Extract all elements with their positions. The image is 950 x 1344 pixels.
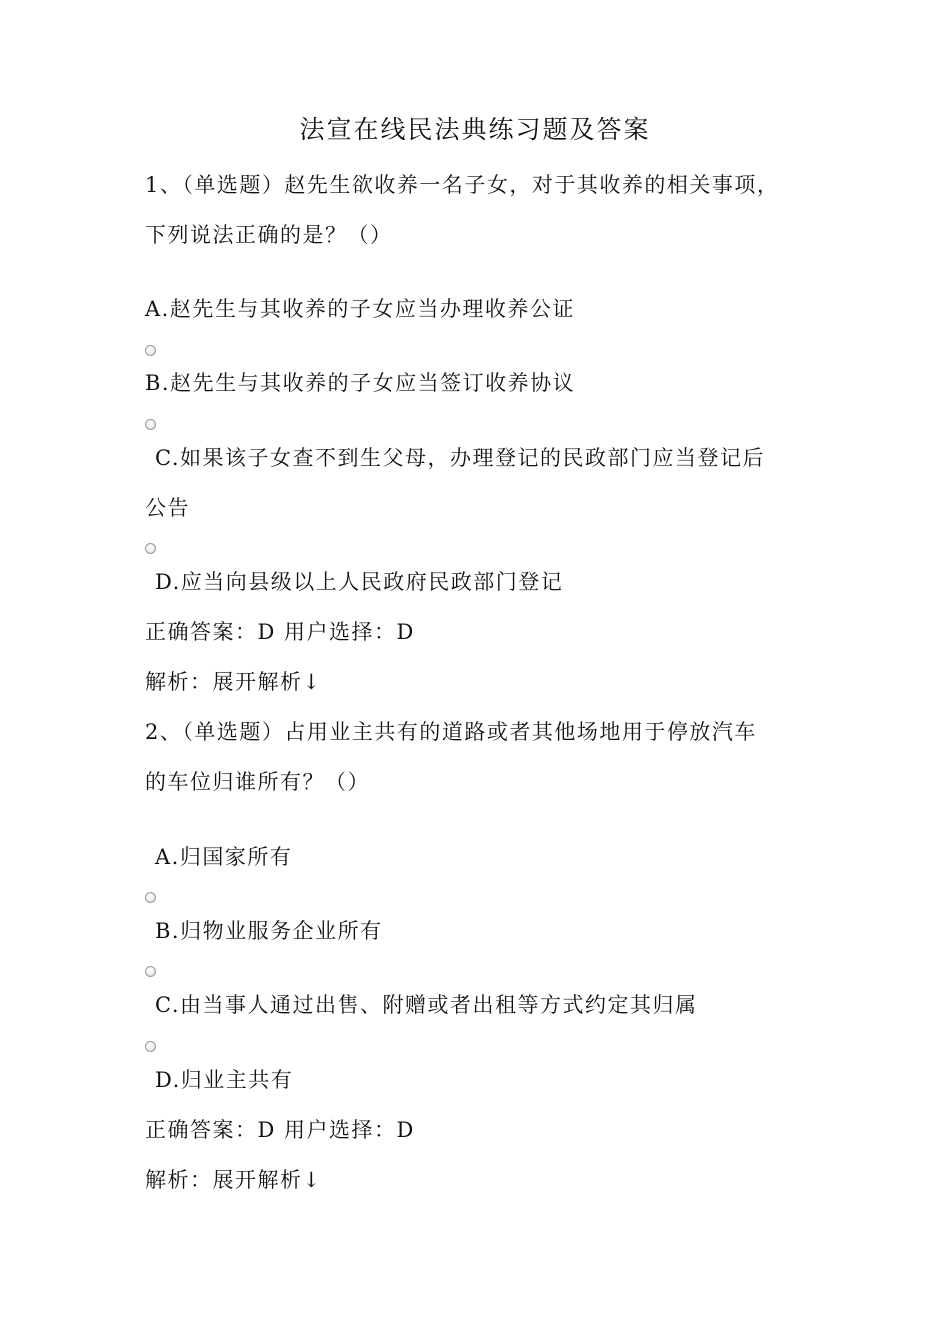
question-1-stem-line-2: 下列说法正确的是？（） (145, 223, 393, 247)
question-2-option-a: A.归国家所有 (155, 845, 293, 869)
question-1-option-c-line-1: C.如果该子女查不到生父母，办理登记的民政部门应当登记后 (155, 446, 765, 470)
question-2-option-b: B.归物业服务企业所有 (155, 919, 383, 943)
question-1-option-b-radio[interactable] (145, 419, 156, 430)
question-2-option-c-radio[interactable] (145, 1041, 156, 1052)
document-title: 法宣在线民法典练习题及答案 (299, 115, 651, 144)
question-2-analysis-toggle[interactable]: 解析：展开解析↓ (145, 1168, 322, 1192)
question-1-analysis-toggle[interactable]: 解析：展开解析↓ (145, 670, 322, 694)
question-1-stem-line-1: 1、（单选题）赵先生欲收养一名子女，对于其收养的相关事项， (145, 173, 780, 197)
question-1-option-c-radio[interactable] (145, 543, 156, 554)
question-2-option-c: C.由当事人通过出售、附赠或者出租等方式约定其归属 (155, 993, 698, 1017)
question-2-option-b-radio[interactable] (145, 966, 156, 977)
question-2-stem-line-1: 2、（单选题）占用业主共有的道路或者其他场地用于停放汽车 (145, 720, 757, 744)
question-2-option-a-radio[interactable] (145, 892, 156, 903)
question-1-option-d: D.应当向县级以上人民政府民政部门登记 (155, 570, 564, 594)
question-1-option-a-radio[interactable] (145, 345, 156, 356)
question-2-option-d: D.归业主共有 (155, 1068, 294, 1092)
question-1-option-b: B.赵先生与其收养的子女应当签订收养协议 (145, 371, 576, 395)
question-2-answer: 正确答案：D 用户选择：D (145, 1118, 415, 1142)
question-1-option-a: A.赵先生与其收养的子女应当办理收养公证 (145, 297, 575, 321)
question-1-option-c-line-2: 公告 (145, 496, 190, 520)
question-2-stem-line-2: 的车位归谁所有？（） (145, 770, 370, 794)
question-1-answer: 正确答案：D 用户选择：D (145, 620, 415, 644)
